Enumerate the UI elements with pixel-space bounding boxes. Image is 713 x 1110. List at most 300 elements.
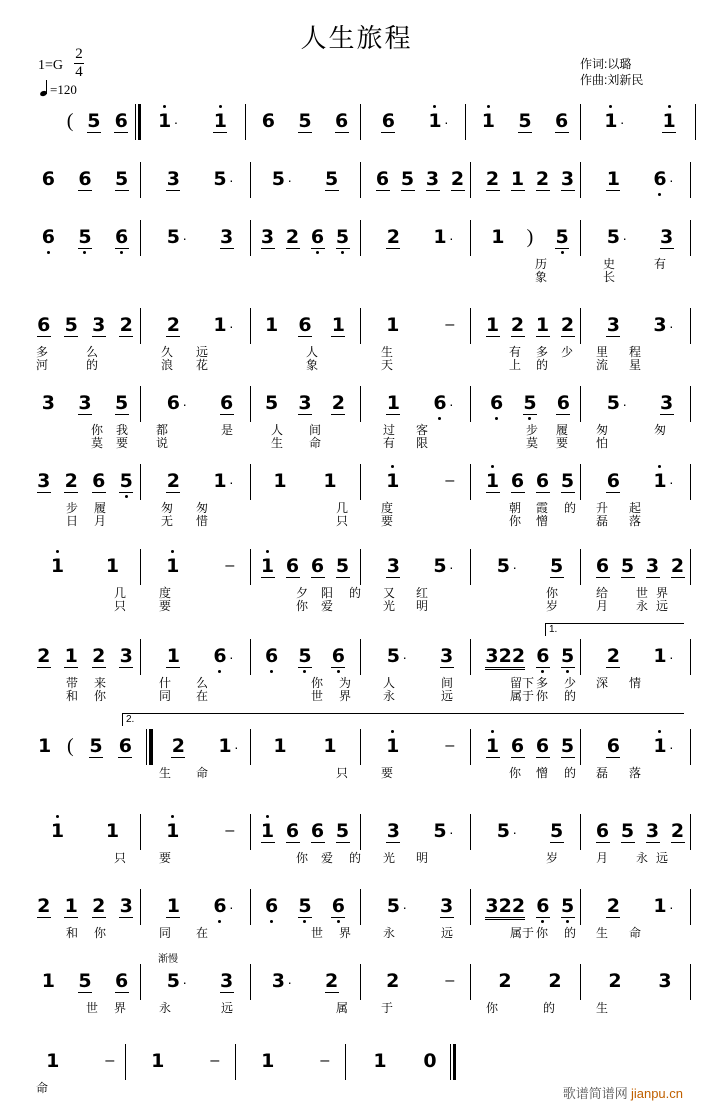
lyric-syllable bbox=[653, 258, 667, 271]
note: 1 bbox=[261, 820, 275, 843]
measure bbox=[370, 168, 470, 202]
measure bbox=[370, 895, 470, 929]
note-group bbox=[41, 392, 55, 414]
lyric-syllable bbox=[382, 927, 396, 940]
note: 5 bbox=[64, 314, 78, 336]
note-group bbox=[536, 314, 550, 337]
note-group bbox=[166, 555, 180, 577]
note-group bbox=[486, 314, 500, 337]
song-title: 人生旅程 bbox=[300, 24, 413, 53]
note-group bbox=[166, 168, 180, 191]
note-group bbox=[298, 392, 312, 415]
note-group bbox=[166, 392, 187, 415]
note-group bbox=[323, 735, 337, 757]
lyric-syllable bbox=[305, 346, 319, 372]
augmentation-dot: · bbox=[512, 559, 517, 575]
low-octave-dot bbox=[541, 920, 544, 923]
measure bbox=[30, 820, 140, 854]
note-group bbox=[653, 735, 674, 758]
note-group bbox=[114, 110, 128, 133]
staff-row bbox=[30, 714, 680, 795]
note: 6 bbox=[78, 168, 92, 190]
note: 1 bbox=[166, 820, 180, 842]
augmentation-dot: · bbox=[182, 974, 187, 990]
measure bbox=[30, 645, 140, 679]
note-group bbox=[87, 110, 101, 133]
barline bbox=[250, 549, 251, 585]
high-octave-dot bbox=[433, 105, 436, 108]
note: 6 bbox=[265, 895, 279, 917]
lyric-verse-2: 岁 bbox=[545, 599, 558, 613]
lyric-verse-2: 要 bbox=[380, 514, 393, 528]
staff-row bbox=[30, 555, 685, 615]
note-group bbox=[325, 168, 339, 191]
barline bbox=[690, 814, 691, 850]
note: 3 bbox=[645, 820, 660, 842]
note: 5 bbox=[550, 555, 564, 577]
low-octave-dot bbox=[337, 920, 340, 923]
lyric-verse-2: 星 bbox=[628, 358, 641, 372]
low-octave-dot bbox=[125, 495, 128, 498]
measure bbox=[370, 392, 470, 426]
note-group bbox=[286, 820, 300, 843]
credits bbox=[580, 56, 643, 88]
time-bottom: 4 bbox=[75, 64, 83, 80]
lyric-verse-1: 起 bbox=[628, 501, 641, 515]
staff-row bbox=[30, 820, 685, 880]
lyric-syllable bbox=[320, 587, 334, 613]
lyric-syllable bbox=[348, 587, 362, 600]
measure bbox=[30, 970, 140, 1004]
note-group bbox=[115, 392, 129, 415]
lyric-verse-1: 世 bbox=[635, 586, 648, 600]
augmentation-dot: · bbox=[173, 114, 179, 130]
lyric-syllable bbox=[485, 1002, 499, 1015]
barline bbox=[470, 386, 471, 422]
note: 3 bbox=[653, 314, 667, 336]
staff-row bbox=[30, 168, 680, 228]
note: 5 bbox=[78, 226, 92, 249]
lyric-verse-1: 生 bbox=[595, 1001, 608, 1015]
barline bbox=[580, 814, 581, 850]
lyric-syllable bbox=[335, 767, 349, 780]
barline bbox=[470, 889, 471, 925]
lyric-verse-1: 霞 bbox=[535, 501, 548, 515]
note: 1 bbox=[653, 735, 667, 757]
lyric-verse-2: 说 bbox=[155, 436, 168, 450]
note: 1 bbox=[653, 470, 667, 492]
lyric-verse-2: 你 bbox=[508, 514, 521, 528]
lyric-verse-1: 么 bbox=[195, 676, 208, 690]
extension-dash: – bbox=[320, 1052, 330, 1069]
note-group bbox=[604, 110, 625, 133]
note-group bbox=[37, 470, 51, 493]
measure bbox=[355, 1050, 455, 1084]
lyric-verse-1: 多 bbox=[35, 345, 48, 359]
measure bbox=[150, 226, 250, 260]
measure bbox=[480, 970, 580, 1004]
note: 3 bbox=[220, 226, 234, 248]
note: 6 bbox=[535, 735, 550, 757]
note: 6 bbox=[595, 555, 610, 577]
note: 2 bbox=[510, 314, 525, 336]
lyric-verse-2: 磊 bbox=[595, 514, 608, 528]
lyric-syllable bbox=[382, 852, 396, 865]
note: 6 bbox=[37, 314, 51, 336]
lyric-verse-2: 浪 bbox=[160, 358, 173, 372]
lyric-syllable bbox=[563, 767, 577, 780]
note: 1 bbox=[38, 735, 52, 757]
note-group bbox=[496, 555, 517, 578]
note: 6 bbox=[261, 110, 275, 132]
lyric-verse-1: 明 bbox=[415, 851, 428, 865]
note: 0 bbox=[423, 1050, 437, 1072]
lyric-syllable bbox=[93, 927, 107, 940]
measure bbox=[30, 555, 140, 589]
note: 3 bbox=[660, 226, 674, 248]
low-octave-dot bbox=[495, 417, 498, 420]
note-group bbox=[286, 555, 300, 578]
note-group bbox=[166, 820, 180, 842]
note: 3 bbox=[271, 970, 285, 992]
note-group bbox=[662, 110, 676, 133]
note-group bbox=[498, 970, 512, 992]
lyric-syllable bbox=[65, 502, 79, 528]
note-group bbox=[37, 895, 51, 918]
note-group bbox=[486, 735, 500, 758]
note: 1 bbox=[46, 1050, 60, 1072]
barline bbox=[152, 729, 153, 765]
lyric-verse-2: 要 bbox=[158, 599, 171, 613]
note-group bbox=[41, 970, 55, 992]
note-group bbox=[37, 314, 51, 337]
lyric-syllable bbox=[534, 258, 548, 284]
lyric-verse-1: 命 bbox=[628, 926, 641, 940]
measure bbox=[30, 392, 140, 426]
lyric-syllable bbox=[160, 346, 174, 372]
note-group bbox=[336, 820, 350, 843]
note: 3 bbox=[440, 895, 454, 917]
lyric-syllable bbox=[595, 1002, 609, 1015]
lyric-verse-2: 属于 bbox=[509, 689, 534, 703]
note: 5 bbox=[87, 110, 101, 132]
lyric-syllable bbox=[535, 502, 549, 528]
note: 1 bbox=[653, 895, 667, 917]
note: 6 bbox=[265, 645, 279, 667]
high-octave-dot bbox=[658, 465, 661, 468]
note: 5 bbox=[561, 895, 575, 918]
measure bbox=[150, 895, 250, 929]
note-group bbox=[386, 735, 400, 757]
low-octave-dot bbox=[270, 920, 273, 923]
note: 2 bbox=[606, 645, 620, 667]
note: 5 bbox=[89, 735, 103, 757]
lyric-verse-2: 象 bbox=[534, 270, 547, 284]
note: 2 bbox=[386, 970, 400, 992]
note-group bbox=[151, 1050, 165, 1072]
note-group bbox=[336, 226, 350, 249]
measure bbox=[255, 392, 355, 426]
note: 6 bbox=[433, 392, 447, 414]
quarter-note-icon bbox=[40, 80, 50, 96]
lyric-syllable bbox=[35, 346, 49, 372]
note-group bbox=[265, 314, 279, 336]
note-group bbox=[311, 820, 325, 843]
lyric-verse-1: 的 bbox=[542, 1001, 555, 1015]
lyric-verse-1: 世 bbox=[85, 1001, 98, 1015]
staff-row bbox=[30, 624, 680, 705]
note-group bbox=[311, 555, 325, 578]
lyric-syllable bbox=[113, 1002, 127, 1015]
high-octave-dot bbox=[219, 105, 222, 108]
lyric-verse-1: 升 bbox=[595, 501, 608, 515]
note: 1 bbox=[535, 314, 550, 336]
measure bbox=[590, 226, 690, 260]
barline bbox=[250, 220, 251, 256]
measure bbox=[30, 470, 140, 504]
note: 6 bbox=[556, 392, 570, 414]
augmentation-dot: · bbox=[512, 824, 517, 840]
lyric-verse-1: 度 bbox=[158, 586, 171, 600]
note-group bbox=[323, 470, 337, 492]
note: 1 bbox=[273, 470, 287, 492]
low-octave-dot bbox=[561, 251, 564, 254]
measure bbox=[245, 1050, 345, 1084]
note-group bbox=[118, 735, 132, 758]
barline bbox=[140, 964, 141, 1000]
note-group bbox=[653, 168, 674, 191]
lyric-syllable bbox=[595, 852, 609, 865]
barline bbox=[140, 386, 141, 422]
note: 2 bbox=[386, 226, 400, 248]
augmentation-dot: · bbox=[668, 474, 674, 490]
lyric-syllable bbox=[595, 424, 609, 450]
lyric-verse-2: 的 bbox=[85, 358, 98, 372]
note-group bbox=[271, 970, 292, 993]
lyricist: 作词:以璐 bbox=[580, 57, 632, 71]
volta-bracket: 2. bbox=[122, 713, 684, 726]
barline bbox=[690, 639, 691, 675]
lyric-verse-1: 要 bbox=[158, 851, 171, 865]
measure bbox=[255, 314, 355, 348]
note-group bbox=[166, 970, 187, 993]
note: 6 bbox=[92, 470, 106, 492]
lyric-verse-1: 有 bbox=[508, 345, 521, 359]
lyric-syllable bbox=[155, 424, 169, 450]
note-group bbox=[64, 895, 78, 918]
watermark-url: jianpu.cn bbox=[630, 1086, 683, 1101]
low-octave-dot bbox=[303, 920, 306, 923]
measure bbox=[150, 470, 250, 504]
note-group bbox=[64, 314, 78, 337]
note-group bbox=[646, 820, 660, 843]
lyric-verse-1: 世 bbox=[310, 926, 323, 940]
lyric-verse-1: 为 bbox=[338, 676, 351, 690]
lyric-syllable bbox=[535, 677, 549, 703]
note: 6 bbox=[535, 470, 550, 492]
barline bbox=[690, 464, 691, 500]
augmentation-dot: · bbox=[668, 739, 674, 755]
note-group bbox=[311, 226, 325, 249]
lyric-syllable bbox=[555, 424, 569, 450]
note-group bbox=[561, 735, 575, 758]
note-group bbox=[78, 970, 92, 993]
note: 1 bbox=[166, 645, 180, 667]
lyric-verse-1: 履 bbox=[93, 501, 106, 515]
low-octave-dot bbox=[47, 251, 50, 254]
note-group bbox=[158, 110, 179, 133]
low-octave-dot bbox=[658, 193, 661, 196]
lyric-syllable bbox=[653, 424, 667, 437]
note: 6 bbox=[331, 645, 345, 668]
lyric-syllable bbox=[380, 502, 394, 528]
lyric-verse-2: 只 bbox=[335, 514, 348, 528]
note-group bbox=[555, 110, 569, 133]
note-group bbox=[41, 168, 55, 190]
lyric-verse-1: 在 bbox=[195, 926, 208, 940]
lyric-verse-2: 怕 bbox=[595, 436, 608, 450]
note-group bbox=[511, 314, 525, 337]
extension-dash: – bbox=[105, 1052, 115, 1069]
note-group bbox=[606, 735, 620, 758]
augmentation-dot: · bbox=[228, 899, 234, 915]
measure bbox=[590, 735, 690, 769]
augmentation-dot: · bbox=[402, 899, 407, 915]
lyric-verse-2: 河 bbox=[35, 358, 48, 372]
note-group bbox=[606, 314, 620, 337]
lyric-verse-1: 客 bbox=[415, 423, 428, 437]
low-octave-dot bbox=[337, 670, 340, 673]
lyric-syllable bbox=[595, 346, 609, 372]
note-group bbox=[386, 820, 400, 843]
note: 3 bbox=[386, 555, 400, 577]
note-group bbox=[548, 970, 562, 992]
lyric-verse-2: 界 bbox=[338, 689, 351, 703]
lyric-verse-1: 永 bbox=[635, 851, 648, 865]
barline bbox=[580, 386, 581, 422]
lyric-verse-1: 人 bbox=[305, 345, 318, 359]
barline bbox=[360, 549, 361, 585]
measure bbox=[250, 110, 360, 144]
low-octave-dot bbox=[316, 251, 319, 254]
barline bbox=[690, 162, 691, 198]
note: 5 bbox=[561, 645, 575, 668]
lyric-verse-1: 情 bbox=[628, 676, 641, 690]
lyric-verse-2: 月 bbox=[93, 514, 106, 528]
lyric-verse-1: 又 bbox=[382, 586, 395, 600]
note: 5 bbox=[298, 895, 312, 918]
measure bbox=[480, 470, 580, 504]
note: 2 bbox=[171, 735, 185, 757]
watermark bbox=[563, 1083, 683, 1102]
lyric-syllable bbox=[628, 346, 642, 372]
note: 5 bbox=[386, 645, 400, 667]
barline bbox=[360, 814, 361, 850]
lyric-verse-1: 月 bbox=[595, 851, 608, 865]
note-group bbox=[660, 392, 674, 415]
measure bbox=[150, 970, 250, 1004]
note-group bbox=[561, 645, 575, 668]
barline bbox=[360, 964, 361, 1000]
measure bbox=[480, 392, 580, 426]
note: 5 bbox=[271, 168, 285, 190]
measure bbox=[255, 895, 355, 929]
note-group bbox=[331, 314, 345, 337]
note-group bbox=[265, 392, 279, 414]
lyric-verse-2: 的 bbox=[563, 501, 576, 515]
note: 6 bbox=[213, 895, 227, 917]
measure bbox=[150, 314, 250, 348]
note-group bbox=[386, 226, 400, 249]
lyric-syllable bbox=[338, 927, 352, 940]
lyric-verse-2: 长 bbox=[602, 270, 615, 284]
low-octave-dot bbox=[218, 670, 221, 673]
note-group bbox=[220, 226, 234, 249]
parenthesis: ) bbox=[526, 226, 534, 248]
measure bbox=[590, 895, 690, 929]
measure bbox=[255, 168, 355, 202]
note-group bbox=[335, 110, 349, 133]
key-signature: 1=G bbox=[38, 58, 64, 73]
note: 1 bbox=[386, 392, 400, 414]
lyric-syllable bbox=[415, 424, 429, 450]
lyric-syllable bbox=[655, 852, 669, 865]
high-octave-dot bbox=[56, 550, 59, 553]
lyric-verse-1: 匆 bbox=[595, 423, 608, 437]
lyric-verse-1: 磊 bbox=[595, 766, 608, 780]
lyric-syllable bbox=[270, 424, 284, 450]
note: 5 bbox=[400, 168, 415, 190]
note-group bbox=[596, 820, 610, 843]
note: 3 bbox=[560, 168, 575, 190]
note-group bbox=[106, 820, 120, 842]
lyric-verse-2: 憎 bbox=[535, 514, 548, 528]
lyric-verse-2: 你 bbox=[295, 599, 308, 613]
lyric-verse-1: 朝 bbox=[508, 501, 521, 515]
note-group bbox=[485, 895, 525, 920]
note: 5 bbox=[325, 168, 339, 190]
note: 2 bbox=[92, 645, 106, 667]
lyric-verse-1: 度 bbox=[380, 501, 393, 515]
note-group bbox=[536, 735, 550, 758]
note-group bbox=[386, 645, 407, 668]
note-group bbox=[440, 645, 454, 668]
barline bbox=[690, 308, 691, 344]
note: 6 bbox=[606, 735, 620, 757]
barline bbox=[140, 814, 141, 850]
lyric-verse-1: 界 bbox=[113, 1001, 126, 1015]
note-group bbox=[386, 314, 400, 336]
measure bbox=[370, 820, 470, 854]
lyric-verse-1: 生 bbox=[158, 766, 171, 780]
note-group bbox=[536, 895, 550, 918]
high-octave-dot bbox=[171, 550, 174, 553]
measure bbox=[480, 314, 580, 348]
barline bbox=[360, 639, 361, 675]
augmentation-dot: · bbox=[619, 114, 625, 130]
note: 1 bbox=[265, 314, 279, 336]
note: 3 bbox=[660, 392, 674, 414]
note: 1 bbox=[485, 314, 500, 336]
barline bbox=[250, 162, 251, 198]
barline bbox=[250, 464, 251, 500]
lyric-verse-2: 象 bbox=[305, 358, 318, 372]
lyric-verse-1: 属于 bbox=[509, 926, 534, 940]
note-group bbox=[606, 895, 620, 918]
lyric-verse-1: 深 bbox=[595, 676, 608, 690]
note-group bbox=[555, 226, 569, 249]
note-group bbox=[166, 895, 180, 918]
